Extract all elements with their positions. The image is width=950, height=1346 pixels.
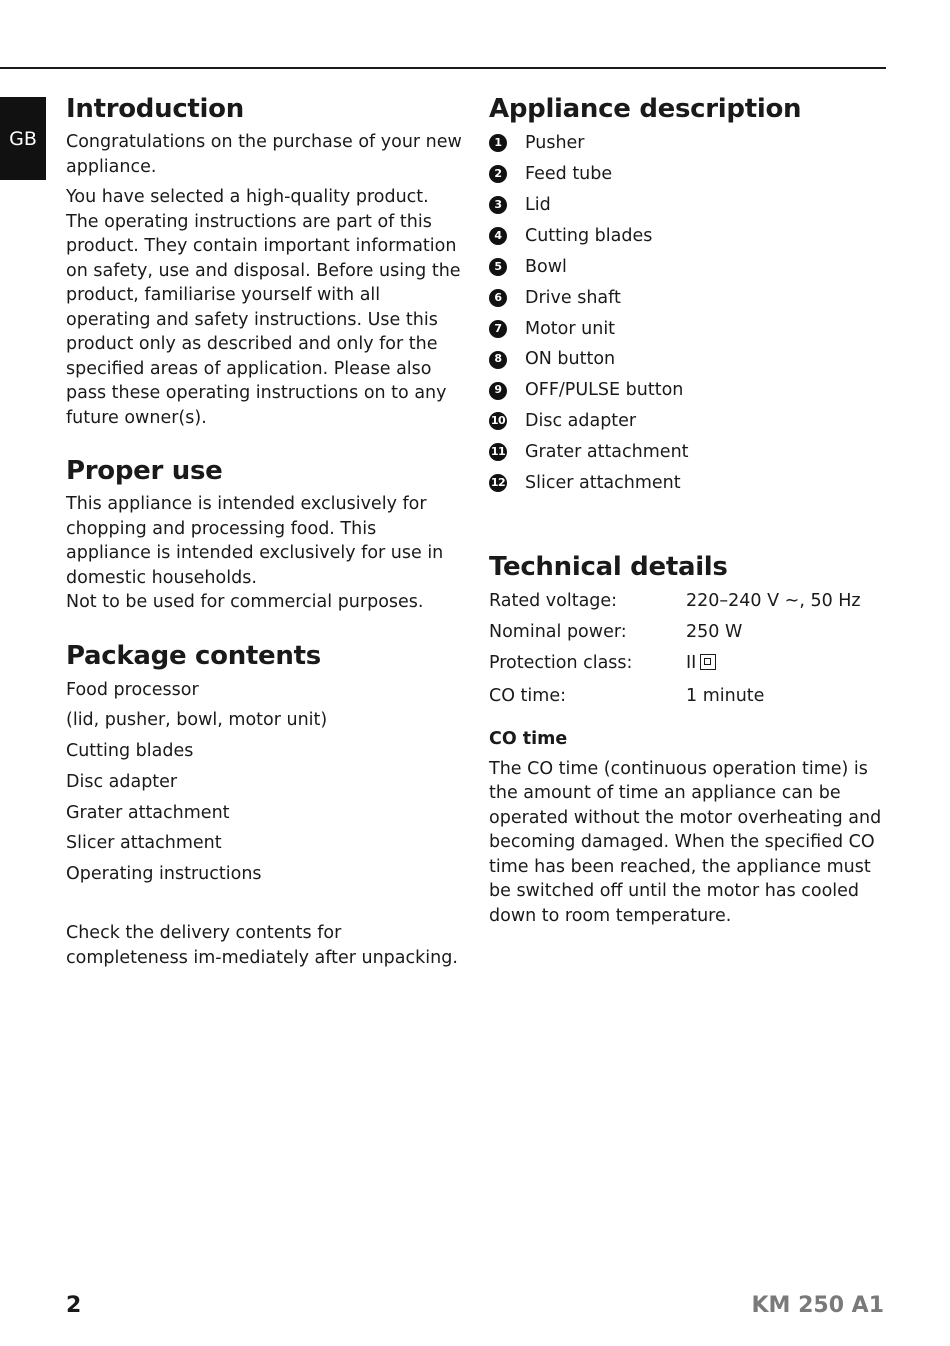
appliance-description-list [489, 128, 889, 499]
list-item-label: Grater attachment [525, 442, 689, 463]
introduction-paragraph-1: Congratulations on the purchase of your new appliance. [66, 132, 462, 177]
number-badge: 1 [489, 134, 507, 152]
number-badge: 6 [489, 289, 507, 307]
language-tab-label: GB [9, 128, 37, 150]
list-item [489, 282, 889, 313]
list-item: (lid, pusher, bowl, motor unit) [66, 710, 328, 731]
row-value [686, 651, 716, 676]
list-item [489, 128, 889, 159]
row-value: 1 minute [686, 685, 765, 706]
number-badge: 11 [489, 443, 507, 461]
list-item-label: Feed tube [525, 164, 613, 185]
left-column [66, 90, 466, 970]
list-item [489, 344, 889, 375]
package-contents-list [66, 675, 466, 891]
list-item: Grater attachment [66, 802, 230, 823]
proper-use-section [66, 452, 466, 615]
table-row [489, 617, 889, 648]
list-item [489, 252, 889, 283]
language-tab [0, 97, 46, 180]
number-badge: 8 [489, 351, 507, 369]
number-badge: 5 [489, 258, 507, 276]
proper-use-paragraph-2: Not to be used for commercial purposes. [66, 592, 424, 612]
list-item [489, 406, 889, 437]
list-item [489, 221, 889, 252]
class-ii-double-square-icon [700, 654, 716, 670]
table-row [489, 681, 889, 712]
number-badge: 9 [489, 382, 507, 400]
number-badge: 12 [489, 474, 507, 492]
list-item-label: Slicer attachment [525, 472, 681, 493]
proper-use-heading: Proper use [66, 456, 223, 486]
co-time-heading: CO time [489, 728, 568, 749]
list-item: Slicer attachment [66, 833, 222, 854]
row-label: CO time: [489, 685, 566, 706]
number-badge: 3 [489, 196, 507, 214]
number-badge: 7 [489, 320, 507, 338]
top-rule [0, 67, 886, 69]
list-item-label: OFF/PULSE button [525, 380, 684, 401]
technical-details-section [489, 548, 889, 929]
page-number: 2 [66, 1293, 82, 1318]
technical-details-heading: Technical details [489, 551, 728, 582]
introduction-heading: Introduction [66, 94, 244, 124]
list-item-label: Pusher [525, 133, 585, 154]
list-item: Food processor [66, 679, 199, 700]
model-name: KM 250 A1 [751, 1293, 884, 1318]
list-item-label: Bowl [525, 256, 567, 277]
list-item-label: Cutting blades [525, 225, 653, 246]
row-value: 220–240 V ~, 50 Hz [686, 590, 861, 611]
package-contents-note: Check the delivery contents for completeness im-mediately after unpacking. [66, 923, 458, 968]
row-label: Rated voltage: [489, 590, 618, 611]
list-item-label: Drive shaft [525, 287, 621, 308]
number-badge: 10 [489, 412, 507, 430]
appliance-description-heading: Appliance description [489, 94, 802, 124]
list-item [489, 313, 889, 344]
proper-use-paragraph: This appliance is intended exclusively for chopping and processing food. This appliance is intended exclusively for use in domestic households. [66, 494, 444, 588]
row-value: 250 W [686, 621, 743, 642]
right-column [489, 90, 889, 928]
list-item-label: Motor unit [525, 318, 616, 339]
list-item [489, 159, 889, 190]
list-item-label: Disc adapter [525, 411, 637, 432]
row-label: Nominal power: [489, 621, 627, 642]
list-item [489, 190, 889, 221]
row-label: Protection class: [489, 652, 633, 673]
introduction-section [66, 90, 466, 430]
technical-details-table [489, 586, 889, 712]
list-item [489, 375, 889, 406]
package-contents-heading: Package contents [66, 640, 321, 671]
list-item-label: ON button [525, 349, 616, 370]
table-row [489, 586, 889, 617]
list-item-label: Lid [525, 194, 551, 215]
co-time-paragraph: The CO time (continuous operation time) is the amount of time an appliance can be operated without the motor overheating and becoming damaged. When the specified CO time has been reached, the appliance must be switched off until the motor has cooled down to room temperature. [489, 758, 882, 926]
appliance-description-section [489, 90, 889, 499]
list-item: Disc adapter [66, 771, 178, 792]
package-contents-section [66, 637, 466, 971]
list-item: Cutting blades [66, 741, 194, 762]
list-item [489, 437, 889, 468]
protection-class-value: II [686, 652, 697, 673]
introduction-paragraph-2: You have selected a high-quality product. The operating instructions are part of this product. They contain important information on safety, use and disposal. Before using the product, familiarise yourself with all operating and safety instructions. Use this product only as described and only for the specified areas of application. Please also pass these operating instructions on to any future owner(s). [66, 187, 461, 428]
list-item [489, 468, 889, 499]
list-item: Operating instructions [66, 864, 262, 885]
number-badge: 2 [489, 165, 507, 183]
table-row [489, 648, 889, 679]
number-badge: 4 [489, 227, 507, 245]
